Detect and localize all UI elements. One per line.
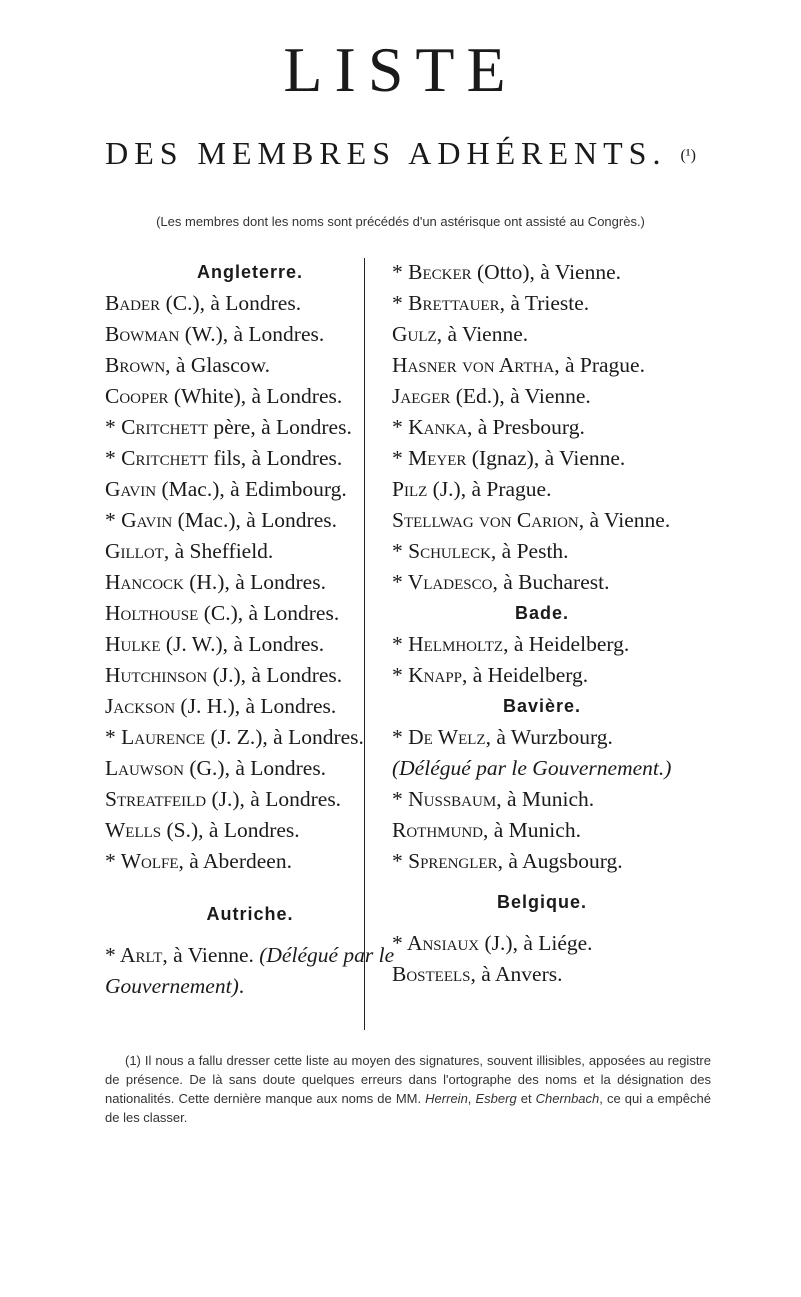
member-location: (C.), à Londres.	[160, 291, 302, 315]
member-name: Jackson	[105, 694, 176, 718]
section-heading-bade: Bade.	[514, 603, 570, 623]
member-entry	[392, 350, 692, 381]
member-location: (H.), à Londres.	[183, 570, 326, 594]
member-entry	[392, 536, 692, 567]
member-location: , à Aberdeen.	[178, 849, 292, 873]
member-location: , à Prague.	[554, 353, 645, 377]
member-name: Wells	[105, 818, 162, 842]
member-entry-arlt: * Arlt, à Vienne. (Délégué par le Gouvernement).	[105, 943, 395, 998]
member-name: * Sprengler	[392, 849, 498, 873]
member-entry	[105, 722, 395, 753]
footnote: (1) Il nous a fallu dresser cette liste au moyen des signatures, souvent illisibles, apposées au registre de présence. De là sans doute quelques erreurs dans l'ortographe des noms et la désignation des nationalités. Cette dernière manque aux noms de MM. Herrein, Esberg et Chernbach, ce qui a empêché de les classer.	[105, 1053, 711, 1125]
page-subtitle: DES MEMBRES ADHÉRENTS. (¹)	[105, 135, 696, 171]
member-location: (White), à Londres.	[168, 384, 343, 408]
member-name: * Kanka	[392, 415, 467, 439]
member-location: (J.), à Prague.	[427, 477, 552, 501]
section-heading-autriche: Autriche.	[206, 904, 294, 924]
footnote-marker: (¹)	[680, 147, 696, 164]
member-location: fils, à Londres.	[207, 446, 343, 470]
member-entry	[392, 412, 692, 443]
member-name: * Ansiaux	[392, 931, 480, 955]
member-location: , à Vienne.	[436, 322, 529, 346]
member-entry	[105, 381, 395, 412]
member-name: Lauwson	[105, 756, 184, 780]
member-name: * Meyer	[392, 446, 467, 470]
member-entry	[105, 319, 395, 350]
member-location: , à Augsbourg.	[497, 849, 623, 873]
member-name: Gulz	[392, 322, 437, 346]
right-column	[392, 257, 692, 990]
member-name: * Schuleck	[392, 539, 491, 563]
member-name: * Wolfe	[105, 849, 179, 873]
section-heading-baviere: Bavière.	[502, 696, 582, 716]
member-name: Gavin	[105, 477, 157, 501]
member-location: (G.), à Londres.	[183, 756, 327, 780]
member-location: (C.), à Londres.	[198, 601, 340, 625]
member-name: * Vladesco	[392, 570, 493, 594]
member-entry	[105, 691, 395, 722]
member-name: Bosteels	[392, 962, 471, 986]
left-column	[105, 257, 395, 1002]
member-name: Hancock	[105, 570, 184, 594]
member-name: Brown	[105, 353, 166, 377]
member-name: * Knapp	[392, 663, 463, 687]
member-entry	[392, 784, 692, 815]
member-entry	[392, 959, 692, 990]
member-location: (W.), à Londres.	[179, 322, 325, 346]
member-entry	[392, 846, 692, 877]
member-location: (J.), à Londres.	[207, 663, 343, 687]
member-entry	[105, 753, 395, 784]
member-location: (J. H.), à Londres.	[175, 694, 337, 718]
member-entry	[105, 598, 395, 629]
member-entry	[105, 443, 395, 474]
member-entry	[105, 815, 395, 846]
member-name: Cooper	[105, 384, 169, 408]
member-location: , à Munich.	[483, 818, 581, 842]
member-location: père, à Londres.	[207, 415, 352, 439]
member-location: (Otto), à Vienne.	[471, 260, 622, 284]
member-name: * Critchett	[105, 415, 208, 439]
member-entry	[392, 660, 692, 691]
member-location: , à Presbourg.	[466, 415, 585, 439]
member-entry	[105, 288, 395, 319]
member-entry	[105, 567, 395, 598]
member-name: Rothmund	[392, 818, 484, 842]
member-location: (J.), à Londres.	[206, 787, 342, 811]
page-title: LISTE	[283, 34, 518, 105]
member-location: , à Pesth.	[490, 539, 569, 563]
member-location: , à Heidelberg.	[503, 632, 630, 656]
member-location: (Mac.), à Londres.	[172, 508, 337, 532]
member-name: Pilz	[392, 477, 428, 501]
member-entry	[392, 629, 692, 660]
member-entry	[392, 257, 692, 288]
member-entry	[392, 474, 692, 505]
asterisk-note: (Les membres dont les noms sont précédés d'un astérisque ont assisté au Congrès.)	[156, 214, 645, 229]
member-list-angleterre	[105, 288, 395, 877]
member-name: * Brettauer	[392, 291, 500, 315]
member-location: , à Anvers.	[470, 962, 563, 986]
member-name: Streatfeild	[105, 787, 207, 811]
member-location: (Ed.), à Vienne.	[450, 384, 591, 408]
member-name: Gillot	[105, 539, 164, 563]
section-heading-angleterre: Angleterre.	[196, 262, 304, 282]
member-name: * Nussbaum	[392, 787, 497, 811]
member-list-belgique	[392, 928, 692, 990]
member-location: (J. Z.), à Londres.	[205, 725, 364, 749]
member-entry	[105, 629, 395, 660]
member-entry	[105, 474, 395, 505]
member-location: (J.), à Liége.	[479, 931, 593, 955]
member-location: (Mac.), à Edimbourg.	[156, 477, 347, 501]
member-entry	[392, 319, 692, 350]
member-name: * Laurence	[105, 725, 206, 749]
member-name: * Gavin	[105, 508, 173, 532]
member-entry	[105, 350, 395, 381]
member-entry	[392, 815, 692, 846]
member-location: , à Bucharest.	[492, 570, 610, 594]
member-location: , à Trieste.	[499, 291, 590, 315]
member-location: , à Glascow.	[165, 353, 271, 377]
member-entry	[392, 381, 692, 412]
member-name: Holthouse	[105, 601, 199, 625]
member-name: * Critchett	[105, 446, 208, 470]
member-name: Bader	[105, 291, 161, 315]
member-name: Hulke	[105, 632, 161, 656]
member-entry	[392, 288, 692, 319]
section-heading-belgique: Belgique.	[496, 892, 587, 912]
member-location: , à Sheffield.	[163, 539, 274, 563]
member-entry-de-welz: * De Welz, à Wurzbourg. (Délégué par le Gouvernement.)	[392, 725, 672, 780]
member-location: (Ignaz), à Vienne.	[466, 446, 626, 470]
member-name: Jaeger	[392, 384, 451, 408]
member-location: , à Vienne.	[578, 508, 671, 532]
member-list-autriche	[392, 257, 692, 598]
member-entry	[105, 660, 395, 691]
member-list-baviere	[392, 784, 692, 877]
member-location: , à Heidelberg.	[462, 663, 589, 687]
member-entry	[392, 443, 692, 474]
member-entry	[392, 928, 692, 959]
member-name: Bowman	[105, 322, 180, 346]
member-location: (S.), à Londres.	[161, 818, 300, 842]
member-entry	[392, 567, 692, 598]
member-entry	[105, 536, 395, 567]
member-entry	[392, 505, 692, 536]
member-entry	[105, 846, 395, 877]
member-list-bade	[392, 629, 692, 691]
member-name: Hutchinson	[105, 663, 208, 687]
member-name: * Becker	[392, 260, 472, 284]
member-entry	[105, 505, 395, 536]
member-location: (J. W.), à Londres.	[160, 632, 325, 656]
member-name: Hasner von Artha	[392, 353, 555, 377]
member-name: * Helmholtz	[392, 632, 504, 656]
member-location: , à Munich.	[496, 787, 595, 811]
member-entry	[105, 784, 395, 815]
member-entry	[105, 412, 395, 443]
member-name: Stellwag von Carion	[392, 508, 579, 532]
